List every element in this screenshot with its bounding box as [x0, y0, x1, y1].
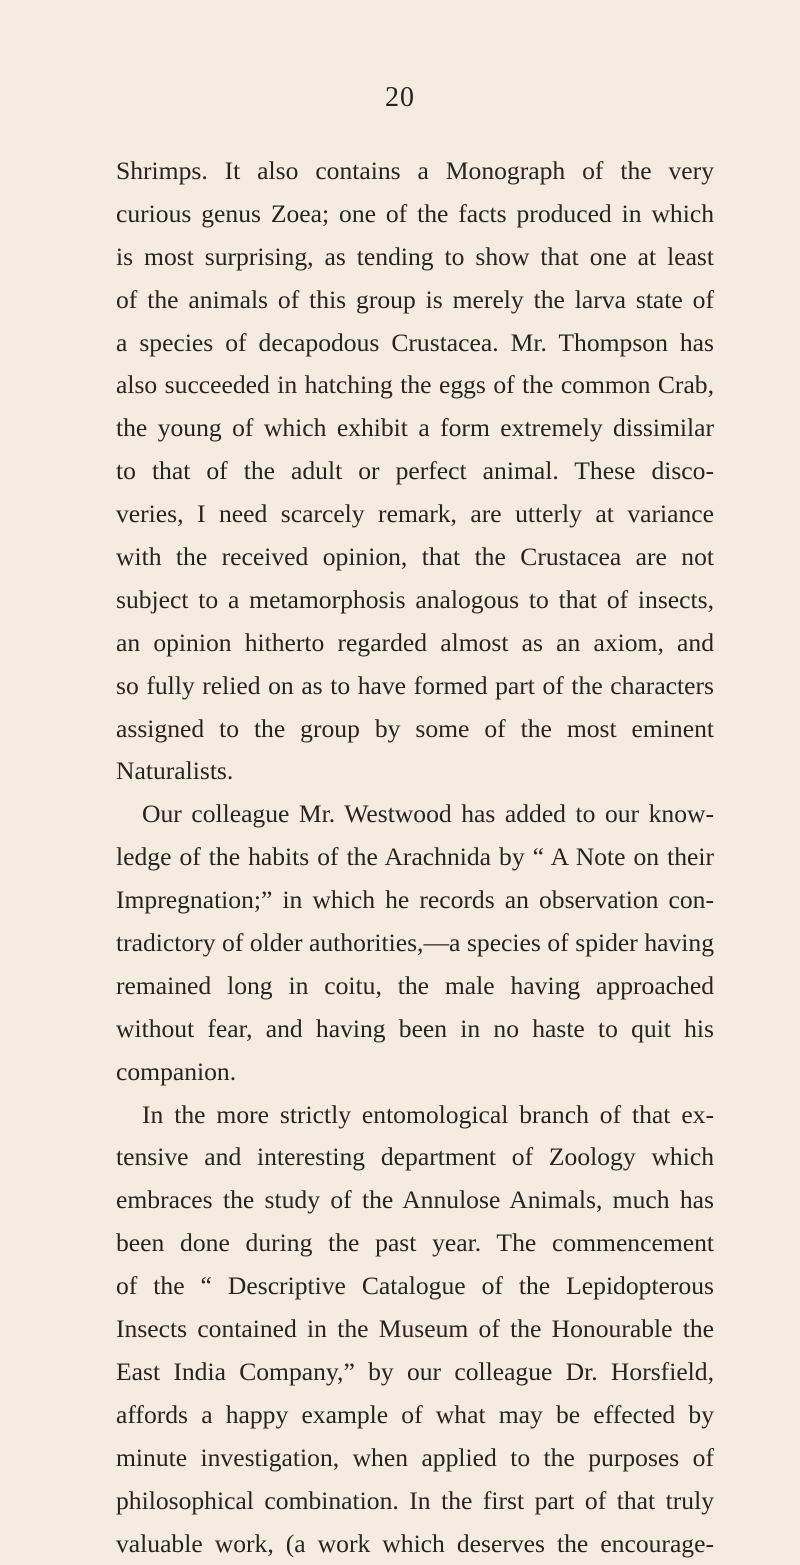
text-line: of the “ Descriptive Catalogue of the Lepidopterous [116, 1265, 714, 1308]
text-line: ledge of the habits of the Arachnida by “ A Note on their [116, 836, 714, 879]
text-line: affords a happy example of what may be effected by [116, 1394, 714, 1437]
text-line: is most surprising, as tending to show that one at least [116, 236, 714, 279]
text-line: so fully relied on as to have formed part of the characters [116, 665, 714, 708]
text-line: the young of which exhibit a form extremely dissimilar [116, 407, 714, 450]
text-line: assigned to the group by some of the most eminent [116, 708, 714, 751]
text-line: Insects contained in the Museum of the Honourable the [116, 1308, 714, 1351]
text-line: veries, I need scarcely remark, are utterly at variance [116, 493, 714, 536]
text-line: Impregnation;” in which he records an observation con- [116, 879, 714, 922]
text-line: valuable work, (a work which deserves the encourage- [116, 1523, 714, 1565]
text-line: philosophical combination. In the first part of that truly [116, 1480, 714, 1523]
text-line: minute investigation, when applied to the purposes of [116, 1437, 714, 1480]
text-line: of the animals of this group is merely the larva state of [116, 279, 714, 322]
body-text [116, 150, 714, 1565]
text-line: In the more strictly entomological branch of that ex- [116, 1094, 714, 1137]
text-line: Shrimps. It also contains a Monograph of the very [116, 150, 714, 193]
text-line: tensive and interesting department of Zoology which [116, 1136, 714, 1179]
text-line: tradictory of older authorities,—a species of spider having [116, 922, 714, 965]
text-line: Our colleague Mr. Westwood has added to our know- [116, 793, 714, 836]
text-line: companion. [116, 1051, 714, 1094]
text-line: curious genus Zoea; one of the facts produced in which [116, 193, 714, 236]
text-line: East India Company,” by our colleague Dr. Horsfield, [116, 1351, 714, 1394]
text-line: without fear, and having been in no haste to quit his [116, 1008, 714, 1051]
text-line: to that of the adult or perfect animal. These disco- [116, 450, 714, 493]
text-line: embraces the study of the Annulose Animals, much has [116, 1179, 714, 1222]
text-line: been done during the past year. The commencement [116, 1222, 714, 1265]
text-line: Naturalists. [116, 750, 714, 793]
text-line: remained long in coitu, the male having approached [116, 965, 714, 1008]
text-line: an opinion hitherto regarded almost as an axiom, and [116, 622, 714, 665]
page-number: 20 [0, 82, 800, 114]
text-line: also succeeded in hatching the eggs of the common Crab, [116, 364, 714, 407]
text-line: subject to a metamorphosis analogous to that of insects, [116, 579, 714, 622]
text-line: a species of decapodous Crustacea. Mr. Thompson has [116, 322, 714, 365]
text-line: with the received opinion, that the Crustacea are not [116, 536, 714, 579]
